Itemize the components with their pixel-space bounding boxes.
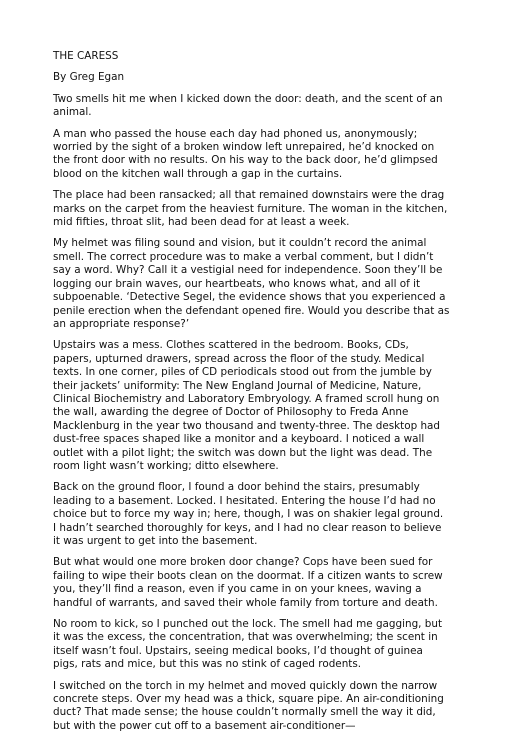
title-text: THE CARESS bbox=[53, 50, 119, 62]
text-line: you, they’ll find a reason, even if you came in on your knees, waving a bbox=[53, 583, 422, 596]
text-line: texts. In one corner, piles of CD periodicals stood out from the jumble by bbox=[53, 366, 432, 379]
text-line: A man who passed the house each day had phoned us, anonymously; bbox=[53, 127, 418, 140]
story-body bbox=[53, 93, 488, 733]
text-line: but with the power cut off to a basement air-conditioner— bbox=[53, 719, 356, 732]
body-paragraph bbox=[53, 481, 488, 548]
text-line: concrete steps. Over my head was a thick, square pipe. An air-conditioning bbox=[53, 693, 444, 706]
text-line: papers, upturned drawers, spread across the floor of the study. Medical bbox=[53, 352, 425, 365]
body-paragraph bbox=[53, 339, 488, 473]
text-line: pigs, rats and mice, but this was no stink of caged rodents. bbox=[53, 658, 362, 671]
body-paragraph bbox=[53, 237, 488, 331]
body-paragraph bbox=[53, 680, 488, 733]
text-line: handful of warrants, and saved their whole family from torture and death. bbox=[53, 596, 438, 609]
body-paragraph bbox=[53, 618, 488, 672]
text-line: room light wasn’t working; ditto elsewhere. bbox=[53, 459, 279, 472]
text-line: the wall, awarding the degree of Doctor of Philosophy to Freda Anne bbox=[53, 406, 409, 419]
text-line: blood on the kitchen wall through a gap in the curtains. bbox=[53, 167, 343, 180]
text-line: it was urgent to get into the basement. bbox=[53, 535, 258, 547]
text-line: the front door with no results. On his way to the back door, he’d glimpsed bbox=[53, 154, 438, 167]
byline-text: By Greg Egan bbox=[53, 71, 125, 84]
body-paragraph bbox=[53, 189, 488, 229]
text-line: No room to kick, so I punched out the lock. The smell had me gagging, but bbox=[53, 618, 443, 631]
story-title bbox=[53, 50, 488, 63]
body-paragraph bbox=[53, 93, 488, 120]
text-line: I switched on the torch in my helmet and moved quickly down the narrow bbox=[53, 679, 438, 692]
text-line: itself wasn’t foul. Upstairs, seeing medical books, I’d thought of guinea bbox=[53, 644, 423, 657]
text-line: dust-free spaces shaped like a monitor and a keyboard. I noticed a wall bbox=[53, 433, 425, 446]
text-line: worried by the sight of a broken window left unrepaired, he’d knocked on bbox=[53, 141, 435, 154]
text-line: say a word. Why? Call it a vestigial need for independence. Soon they’ll be bbox=[53, 264, 443, 277]
text-line: leading to a basement. Locked. I hesitated. Entering the house I’d had no bbox=[53, 494, 436, 507]
text-line: penile erection when the defendant opened fire. Would you describe that as bbox=[53, 304, 450, 317]
author-byline bbox=[53, 71, 488, 84]
text-line: duct? That made sense; the house couldn’t normally smell the way it did, bbox=[53, 706, 436, 719]
text-line: marks on the carpet from the heaviest furniture. The woman in the kitchen, bbox=[53, 202, 448, 215]
text-line: it was the excess, the concentration, that was overwhelming; the scent in bbox=[53, 631, 438, 644]
text-line: Two smells hit me when I kicked down the door: death, and the scent of an bbox=[53, 92, 443, 105]
text-line: subpoenable. ‘Detective Segel, the evidence shows that you experienced a bbox=[53, 291, 446, 304]
body-paragraph bbox=[53, 556, 488, 610]
text-line: My helmet was filing sound and vision, but it couldn’t record the animal bbox=[53, 237, 427, 250]
text-line: I hadn’t searched thoroughly for keys, and I had no clear reason to believe bbox=[53, 521, 442, 534]
text-line: outlet with a pilot light; the switch was down but the light was dead. The bbox=[53, 446, 433, 459]
text-line: The place had been ransacked; all that remained downstairs were the drag bbox=[53, 189, 445, 202]
text-line: mid fifties, throat slit, had been dead for at least a week. bbox=[53, 216, 350, 229]
text-line: Back on the ground floor, I found a door behind the stairs, presumably bbox=[53, 481, 420, 494]
text-line: logging our brain waves, our heartbeats, who knows what, and all of it bbox=[53, 277, 421, 290]
text-line: Clinical Biochemistry and Laboratory Embryology. A framed scroll hung on bbox=[53, 392, 440, 405]
text-line: Macklenburg in the year two thousand and twenty-three. The desktop had bbox=[53, 419, 441, 432]
text-line: Upstairs was a mess. Clothes scattered in the bedroom. Books, CDs, bbox=[53, 339, 409, 352]
text-line: animal. bbox=[53, 106, 92, 119]
text-line: failing to wipe their boots clean on the doormat. If a citizen wants to screw bbox=[53, 569, 443, 582]
body-paragraph bbox=[53, 128, 488, 182]
text-line: an appropriate response?’ bbox=[53, 317, 190, 330]
text-line: their jackets’ uniformity: The New England Journal of Medicine, Nature, bbox=[53, 379, 422, 392]
text-line: But what would one more broken door change? Cops have been sued for bbox=[53, 556, 433, 569]
text-line: smell. The correct procedure was to make a verbal comment, but I didn’t bbox=[53, 250, 434, 263]
text-line: choice but to force my way in; here, though, I was on shakier legal ground. bbox=[53, 508, 444, 521]
